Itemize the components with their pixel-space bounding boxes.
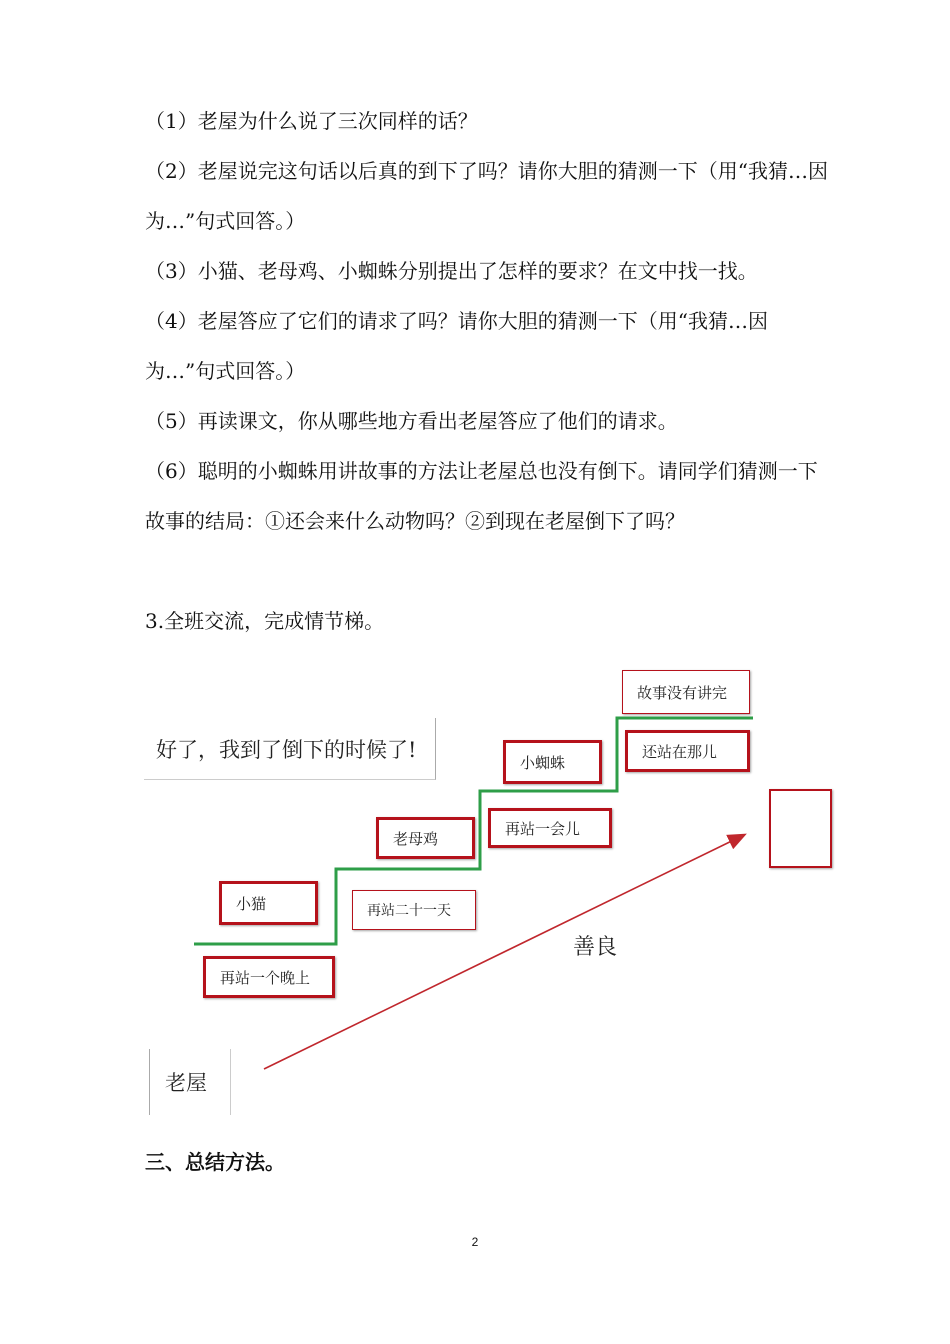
duration-a-while-label: 再站一会儿 — [505, 819, 581, 838]
duration-twenty-one-days-label: 再站二十一天 — [367, 903, 451, 919]
quote-text: 好了，我到了倒下的时候了! — [156, 737, 417, 762]
requester-cat — [219, 881, 318, 925]
blank-answer-box — [769, 789, 832, 868]
question-6: （6）聪明的小蜘蛛用讲故事的方法让老屋总也没有倒下。请同学们猜测一下故事的结局：①还会来什么动物吗？②到现在老屋倒下了吗？ — [145, 459, 818, 533]
duration-still-standing — [625, 730, 750, 772]
old-house-box — [149, 1049, 231, 1115]
quote-box — [144, 718, 436, 780]
question-2: （2）老屋说完这句话以后真的到下了吗？请你大胆的猜测一下（用“我猜…因为…”句式回答。） — [145, 159, 828, 233]
question-5: （5）再读课文，你从哪些地方看出老屋答应了他们的请求。 — [145, 409, 678, 433]
duration-still-standing-label: 还站在那儿 — [642, 742, 718, 761]
kindness-label — [573, 930, 617, 961]
story-not-finished-label: 故事没有讲完 — [637, 683, 728, 702]
page-number: 2 — [471, 1235, 479, 1249]
section-3-heading: 三、总结方法。 — [145, 1150, 285, 1174]
story-not-finished — [622, 670, 750, 714]
duration-one-night — [203, 956, 335, 998]
kindness-text: 善良 — [573, 935, 618, 960]
requester-spider — [503, 740, 602, 784]
duration-one-night-label: 再站一个晚上 — [220, 968, 311, 987]
question-4: （4）老屋答应了它们的请求了吗？请你大胆的猜测一下（用“我猜…因为…”句式回答。） — [145, 309, 768, 383]
requester-hen-label: 老母鸡 — [393, 829, 439, 848]
requester-hen — [376, 817, 475, 859]
question-3: （3）小猫、老母鸡、小蜘蛛分别提出了怎样的要求？在文中找一找。 — [145, 259, 758, 283]
step-3-heading: 3.全班交流，完成情节梯。 — [145, 609, 385, 633]
duration-twenty-one-days — [352, 890, 476, 930]
requester-spider-label: 小蜘蛛 — [520, 753, 566, 772]
duration-a-while — [488, 808, 612, 848]
requester-cat-label: 小猫 — [236, 894, 267, 913]
question-1: （1）老屋为什么说了三次同样的话？ — [145, 109, 478, 133]
old-house-label: 老屋 — [165, 1071, 207, 1095]
